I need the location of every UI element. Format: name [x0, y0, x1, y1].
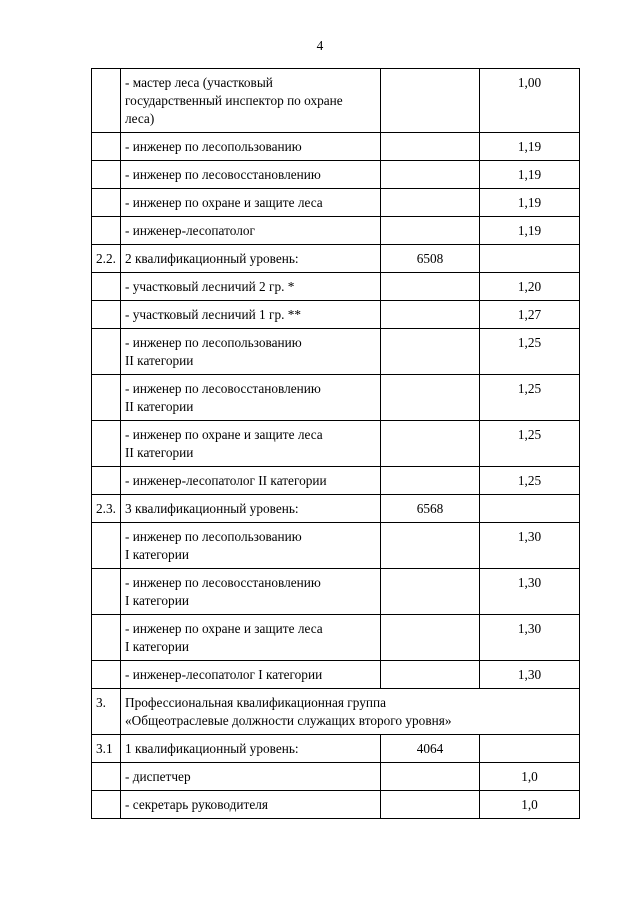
- row-number: [92, 217, 121, 245]
- base-salary: [381, 763, 480, 791]
- position-title: - инженер по охране и защите леса I категории: [121, 615, 381, 661]
- table-row: [92, 615, 580, 661]
- base-salary: [381, 467, 480, 495]
- position-title: - инженер-лесопатолог II категории: [121, 467, 381, 495]
- table-row: [92, 245, 580, 273]
- row-number: [92, 467, 121, 495]
- salary-table-body: [92, 69, 580, 819]
- row-number: [92, 421, 121, 467]
- table-row: [92, 495, 580, 523]
- table-row: [92, 329, 580, 375]
- position-title: - инженер по охране и защите леса II категории: [121, 421, 381, 467]
- raise-coefficient: 1,25: [480, 467, 580, 495]
- raise-coefficient: 1,25: [480, 329, 580, 375]
- raise-coefficient: 1,30: [480, 661, 580, 689]
- row-number: [92, 523, 121, 569]
- row-number: [92, 615, 121, 661]
- row-number: 3.: [92, 689, 121, 735]
- row-number: [92, 791, 121, 819]
- base-salary: [381, 133, 480, 161]
- position-title: 3 квалификационный уровень:: [121, 495, 381, 523]
- table-row: [92, 161, 580, 189]
- base-salary: [381, 161, 480, 189]
- raise-coefficient: 1,0: [480, 763, 580, 791]
- raise-coefficient: [480, 245, 580, 273]
- base-salary: [381, 273, 480, 301]
- table-row: [92, 69, 580, 133]
- raise-coefficient: 1,30: [480, 569, 580, 615]
- table-row: [92, 467, 580, 495]
- position-title: 2 квалификационный уровень:: [121, 245, 381, 273]
- table-row: [92, 661, 580, 689]
- row-number: [92, 661, 121, 689]
- base-salary: [381, 217, 480, 245]
- page-number: 4: [316, 38, 324, 53]
- table-row: [92, 273, 580, 301]
- position-title: - инженер по лесопользованию: [121, 133, 381, 161]
- base-salary: [381, 329, 480, 375]
- raise-coefficient: 1,30: [480, 523, 580, 569]
- base-salary: [381, 523, 480, 569]
- raise-coefficient: 1,25: [480, 421, 580, 467]
- raise-coefficient: [480, 495, 580, 523]
- base-salary: [381, 189, 480, 217]
- raise-coefficient: 1,27: [480, 301, 580, 329]
- base-salary: 4064: [381, 735, 480, 763]
- row-number: [92, 133, 121, 161]
- position-title: - инженер-лесопатолог I категории: [121, 661, 381, 689]
- position-title: - мастер леса (участковый государственный инспектор по охране леса): [121, 69, 381, 133]
- raise-coefficient: 1,20: [480, 273, 580, 301]
- position-title: 1 квалификационный уровень:: [121, 735, 381, 763]
- position-title: - инженер по лесопользованию II категории: [121, 329, 381, 375]
- base-salary: [381, 569, 480, 615]
- position-title: - инженер по лесопользованию I категории: [121, 523, 381, 569]
- position-title: - инженер по лесовосстановлению: [121, 161, 381, 189]
- table-row: [92, 189, 580, 217]
- row-number: [92, 69, 121, 133]
- table-row: [92, 421, 580, 467]
- base-salary: [381, 421, 480, 467]
- raise-coefficient: 1,19: [480, 161, 580, 189]
- table-row: [92, 689, 580, 735]
- position-title: - участковый лесничий 1 гр. **: [121, 301, 381, 329]
- table-row: [92, 569, 580, 615]
- base-salary: [381, 791, 480, 819]
- raise-coefficient: 1,30: [480, 615, 580, 661]
- raise-coefficient: [480, 735, 580, 763]
- table-row: [92, 763, 580, 791]
- table-row: [92, 375, 580, 421]
- base-salary: 6508: [381, 245, 480, 273]
- row-number: 3.1: [92, 735, 121, 763]
- row-number: [92, 301, 121, 329]
- row-number: [92, 329, 121, 375]
- base-salary: [381, 661, 480, 689]
- table-row: [92, 217, 580, 245]
- position-title: - инженер по лесовосстановлению I категории: [121, 569, 381, 615]
- salary-table: [91, 68, 580, 819]
- table-row: [92, 133, 580, 161]
- base-salary: 6568: [381, 495, 480, 523]
- row-number: [92, 273, 121, 301]
- raise-coefficient: 1,0: [480, 791, 580, 819]
- raise-coefficient: 1,19: [480, 217, 580, 245]
- base-salary: [381, 301, 480, 329]
- position-title: - инженер по охране и защите леса: [121, 189, 381, 217]
- group-title: Профессиональная квалификационная группа «Общеотраслевые должности служащих второго уровня»: [121, 689, 580, 735]
- table-row: [92, 523, 580, 569]
- row-number: [92, 375, 121, 421]
- base-salary: [381, 375, 480, 421]
- position-title: - инженер по лесовосстановлению II категории: [121, 375, 381, 421]
- position-title: - инженер-лесопатолог: [121, 217, 381, 245]
- position-title: - секретарь руководителя: [121, 791, 381, 819]
- table-row: [92, 791, 580, 819]
- row-number: [92, 161, 121, 189]
- row-number: [92, 763, 121, 791]
- base-salary: [381, 69, 480, 133]
- table-row: [92, 735, 580, 763]
- raise-coefficient: 1,19: [480, 133, 580, 161]
- position-title: - участковый лесничий 2 гр. *: [121, 273, 381, 301]
- row-number: 2.3.: [92, 495, 121, 523]
- row-number: [92, 189, 121, 217]
- raise-coefficient: 1,00: [480, 69, 580, 133]
- raise-coefficient: 1,19: [480, 189, 580, 217]
- row-number: [92, 569, 121, 615]
- row-number: 2.2.: [92, 245, 121, 273]
- base-salary: [381, 615, 480, 661]
- table-row: [92, 301, 580, 329]
- raise-coefficient: 1,25: [480, 375, 580, 421]
- position-title: - диспетчер: [121, 763, 381, 791]
